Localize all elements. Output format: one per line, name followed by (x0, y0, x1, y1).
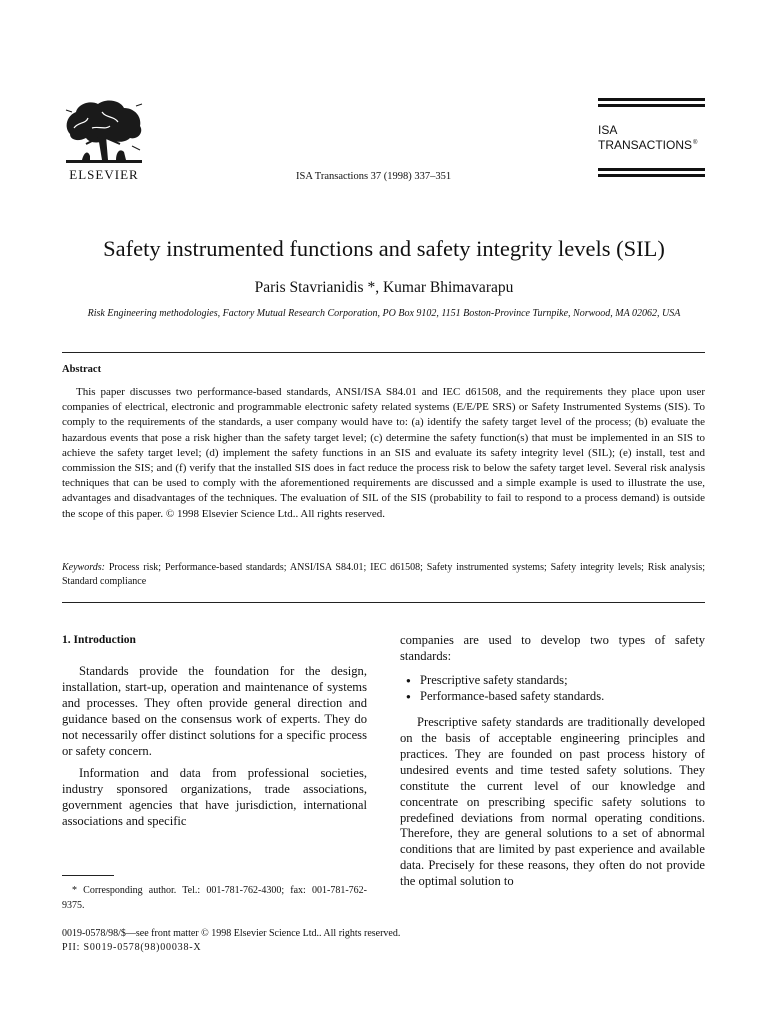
list-item: ● Performance-based safety standards. (406, 689, 705, 705)
keywords-text: Process risk; Performance-based standards; ANSI/ISA S84.01; IEC d61508; Safety instrumented systems; Safety integrity levels; Risk analysis; Standard compliance (62, 562, 706, 587)
list-item: ● Prescriptive safety standards; (406, 673, 705, 689)
journal-rule-top-1 (598, 98, 705, 101)
abstract-top-rule (62, 352, 705, 353)
journal-logo (598, 124, 697, 151)
intro-paragraph-1: Standards provide the foundation for the design, installation, start-up, operation and maintenance of systems and processes. They often provide general direction and guidance based on the consensus work of experts. They do not necessarily offer distinct solutions for a specific process or safety concern. (62, 663, 367, 758)
standards-list (400, 673, 705, 705)
right-column (400, 633, 705, 890)
journal-logo-line2: TRANSACTIONS (598, 137, 693, 152)
section-heading: 1. Introduction (62, 634, 136, 646)
journal-rule-bottom-1 (598, 168, 705, 171)
elsevier-tree-logo (62, 98, 146, 166)
author-affiliation: Risk Engineering methodologies, Factory Mutual Research Corporation, PO Box 9102, 1151 Boston-Province Turnpike, Norwood, MA 02062, USA (87, 308, 681, 319)
abstract-heading: Abstract (62, 364, 102, 375)
keywords-label: Keywords: (62, 562, 105, 573)
footnote-rule (62, 875, 114, 876)
left-column (62, 633, 367, 829)
intro-paragraph-2: Information and data from professional societies, industry sponsored organizations, trade associations, government agencies that have jurisdiction, international associations and specific (62, 765, 367, 828)
pii-line: PII: S0019-0578(98)00038-X (62, 942, 202, 953)
intro-paragraph-3: Prescriptive safety standards are traditionally developed on the basis of acceptable engineering principles and practices. They are founded on past process history of undesired events and time tested safety solutions. They constitute the current level of our knowledge and concentrate on prescribing specific safety solutions to predefined deviations from normal operating conditions. Therefore, they are general solutions to a set of abnormal conditions that are limited by past experience and available data. Precisely for these reasons, they often do not provide the optimal solution to (400, 714, 705, 889)
journal-logo-line1: ISA (598, 123, 618, 137)
intro-paragraph-2-continued: companies are used to develop two types of safety standards: (400, 633, 705, 663)
paper-authors: Paris Stavrianidis *, Kumar Bhimavarapu (254, 279, 514, 296)
registered-mark: ® (693, 139, 698, 146)
abstract-bottom-rule (62, 602, 705, 603)
abstract-text: This paper discusses two performance-based standards, ANSI/ISA S84.01 and IEC d61508, and the requirements they place upon user companies of electrical, electronic and programmable electronic safety related systems (E/E/PE SRS) or Safety Instrumented Systems (SIS). To comply to the requirements of the standards, a user company would have to: (a) identify the safety target level of the process; (b) evaluate the hazardous events that pose a risk higher than the safety target level; (c) determine the safety function(s) that must be implemented in an SIS to achieve the safety target level; (d) implement the safety functions in an SIS and evaluate its safety integrity level (SIL); (e) install, test and commission the SIS; and (f) verify that the installed SIS does in fact reduce the process risk to below the safety target level. Several risk analysis techniques that can be used to comply with the aforementioned requirements are discussed and a simple example is used to illustrate the use, advantages and disadvantages of the techniques. The evaluation of SIL of the SIS (probability to fail to respond to a process demand) is outside the scope of this paper. © 1998 Elsevier Science Ltd.. All rights reserved. (62, 386, 705, 520)
publisher-name: ELSEVIER (69, 167, 139, 182)
journal-citation: ISA Transactions 37 (1998) 337–351 (296, 171, 452, 182)
corresponding-author-footnote: * Corresponding author. Tel.: 001-781-762-4300; fax: 001-781-762-9375. (62, 885, 367, 911)
journal-rule-top-2 (598, 104, 705, 107)
paper-title: Safety instrumented functions and safety integrity levels (SIL) (103, 236, 665, 261)
journal-rule-bottom-2 (598, 174, 705, 177)
copyright-line: 0019-0578/98/$—see front matter © 1998 Elsevier Science Ltd.. All rights reserved. (62, 928, 401, 939)
page-footer (62, 927, 400, 955)
keywords (62, 561, 705, 589)
